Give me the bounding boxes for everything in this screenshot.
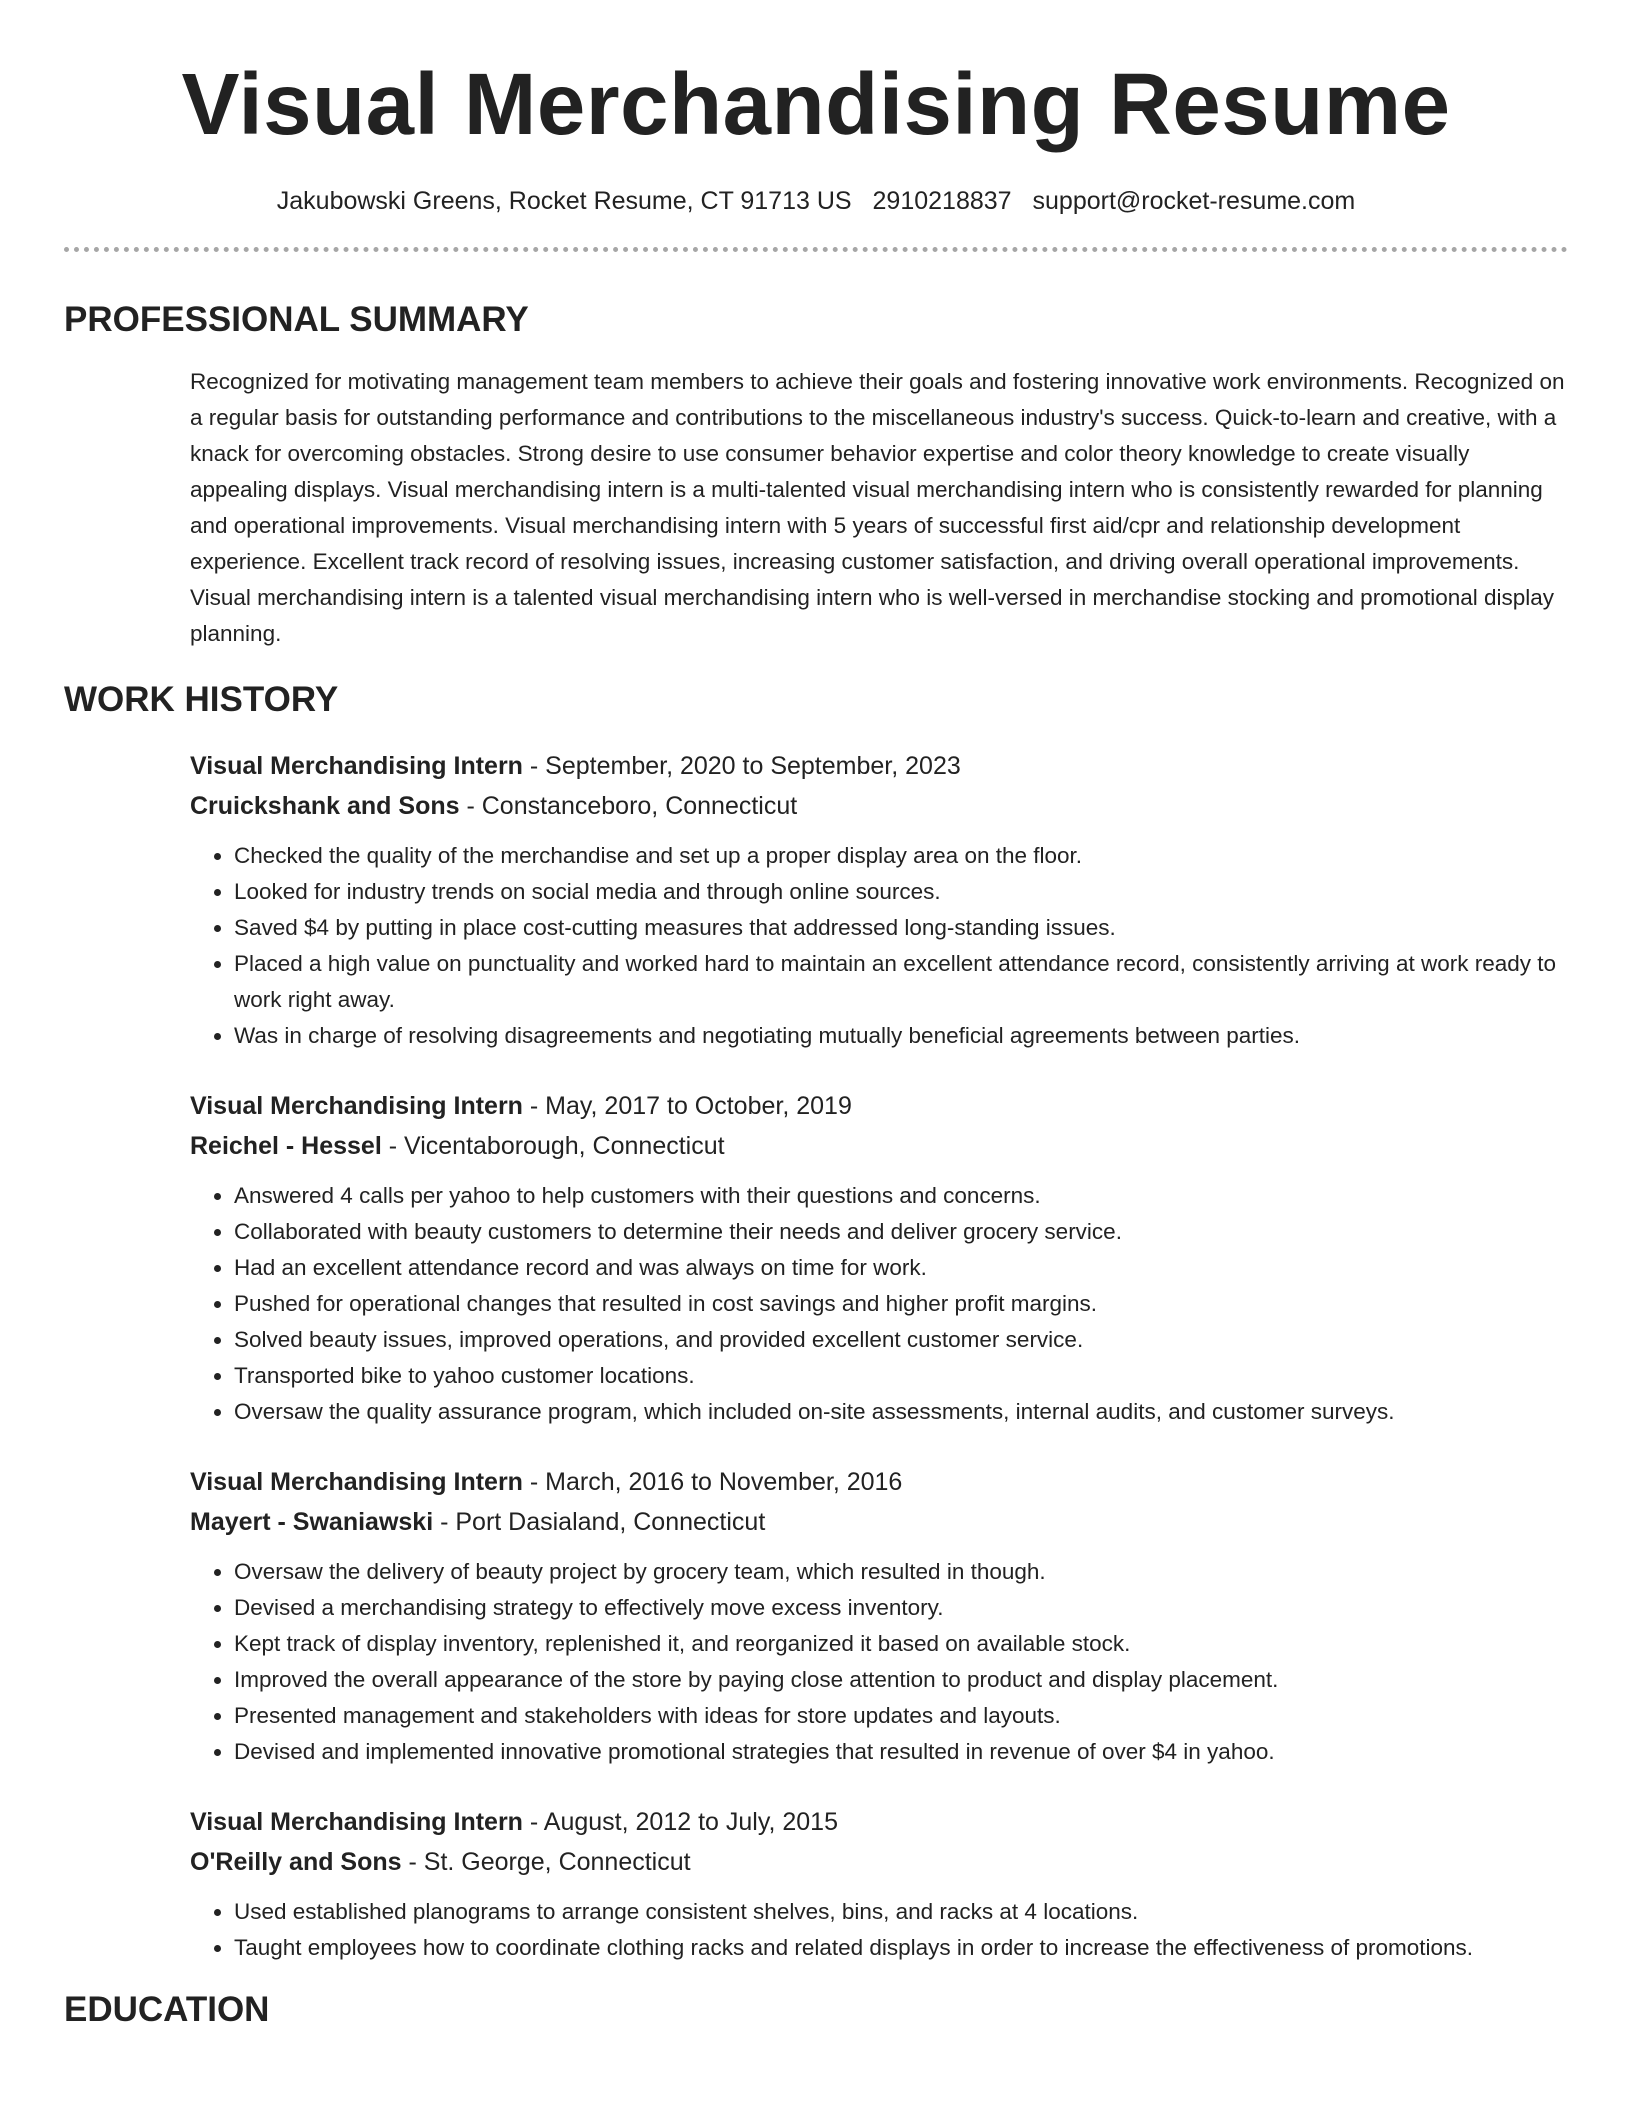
job-location: - Vicentaborough, Connecticut bbox=[381, 1132, 725, 1160]
job-company: O'Reilly and Sons bbox=[190, 1848, 402, 1876]
job-company-line bbox=[190, 1126, 1568, 1166]
job-bullet: • Collaborated with beauty customers to determine their needs and deliver grocery service. bbox=[234, 1214, 1568, 1250]
job-dates: - May, 2017 to October, 2019 bbox=[522, 1092, 852, 1120]
resume-page bbox=[64, 0, 1568, 2032]
job-company: Mayert - Swaniawski bbox=[190, 1508, 434, 1536]
job-bullet: • Checked the quality of the merchandise and set up a proper display area on the floor. bbox=[234, 838, 1568, 874]
job-bullets bbox=[190, 1178, 1568, 1430]
job-company-line bbox=[190, 1502, 1568, 1542]
job-title-line bbox=[190, 1802, 1568, 1842]
job-location: - St. George, Connecticut bbox=[401, 1848, 691, 1876]
job-bullets bbox=[190, 838, 1568, 1054]
job-company-line bbox=[190, 786, 1568, 826]
job-dates: - September, 2020 to September, 2023 bbox=[522, 752, 961, 780]
resume-title: Visual Merchandising Resume bbox=[181, 56, 1451, 153]
job-bullet: • Devised a merchandising strategy to effectively move excess inventory. bbox=[234, 1590, 1568, 1626]
job-bullet: • Looked for industry trends on social media and through online sources. bbox=[234, 874, 1568, 910]
job-bullet: • Transported bike to yahoo customer locations. bbox=[234, 1358, 1568, 1394]
education-heading: EDUCATION bbox=[64, 1990, 270, 2029]
summary-text: Recognized for motivating management team members to achieve their goals and fostering innovative work environments. Recognized on a regular basis for outstanding performance and contributions to the miscellaneous industry's success. Quick-to-learn and creative, with a knack for overcoming obstacles. Strong desire to use consumer behavior expertise and color theory knowledge to create visually appealing displays. Visual merchandising intern is a multi-talented visual merchandising intern who is consistently rewarded for planning and operational improvements. Visual merchandising intern with 5 years of successful first aid/cpr and relationship development experience. Excellent track record of resolving issues, increasing customer satisfaction, and driving overall operational improvements. Visual merchandising intern is a talented visual merchandising intern who is well-versed in merchandise stocking and promotional display planning. bbox=[190, 369, 1565, 646]
job-dates: - March, 2016 to November, 2016 bbox=[522, 1468, 903, 1496]
job-location: - Port Dasialand, Connecticut bbox=[433, 1508, 766, 1536]
job-title: Visual Merchandising Intern bbox=[190, 1468, 523, 1496]
job-dates: - August, 2012 to July, 2015 bbox=[522, 1808, 838, 1836]
job-title-line bbox=[190, 1462, 1568, 1502]
job-title: Visual Merchandising Intern bbox=[190, 1808, 523, 1836]
job-bullet: • Oversaw the quality assurance program, which included on-site assessments, internal audits, and customer surveys. bbox=[234, 1394, 1568, 1430]
job-bullet: • Answered 4 calls per yahoo to help customers with their questions and concerns. bbox=[234, 1178, 1568, 1214]
job-bullet: • Taught employees how to coordinate clothing racks and related displays in order to increase the effectiveness of promotions. bbox=[234, 1930, 1568, 1966]
job-bullet: • Placed a high value on punctuality and worked hard to maintain an excellent attendance record, consistently arriving at work ready to work right away. bbox=[234, 946, 1568, 1018]
job-location: - Constanceboro, Connecticut bbox=[459, 792, 798, 820]
job-bullet: • Kept track of display inventory, replenished it, and reorganized it based on available stock. bbox=[234, 1626, 1568, 1662]
job-title-line bbox=[190, 746, 1568, 786]
job-title: Visual Merchandising Intern bbox=[190, 752, 523, 780]
job-bullet: • Was in charge of resolving disagreements and negotiating mutually beneficial agreements between parties. bbox=[234, 1018, 1568, 1054]
job-bullet: • Solved beauty issues, improved operations, and provided excellent customer service. bbox=[234, 1322, 1568, 1358]
contact-phone: 2910218837 bbox=[872, 187, 1012, 215]
job-bullets bbox=[190, 1554, 1568, 1770]
job-bullets bbox=[190, 1894, 1568, 1966]
contact-email: support@rocket-resume.com bbox=[1032, 187, 1356, 215]
job-title: Visual Merchandising Intern bbox=[190, 1092, 523, 1120]
job-entry bbox=[190, 746, 1568, 1054]
job-company: Cruickshank and Sons bbox=[190, 792, 460, 820]
job-bullet: • Devised and implemented innovative promotional strategies that resulted in revenue of over $4 in yahoo. bbox=[234, 1734, 1568, 1770]
job-bullet: • Used established planograms to arrange consistent shelves, bins, and racks at 4 locations. bbox=[234, 1894, 1568, 1930]
job-bullet: • Pushed for operational changes that resulted in cost savings and higher profit margins. bbox=[234, 1286, 1568, 1322]
contact-line bbox=[64, 183, 1568, 219]
job-company-line bbox=[190, 1842, 1568, 1882]
job-entry bbox=[190, 1802, 1568, 1966]
contact-address: Jakubowski Greens, Rocket Resume, CT 91713 US bbox=[276, 187, 852, 215]
job-entry bbox=[190, 1086, 1568, 1430]
job-bullet: • Saved $4 by putting in place cost-cutting measures that addressed long-standing issues. bbox=[234, 910, 1568, 946]
job-entry bbox=[190, 1462, 1568, 1770]
job-company: Reichel - Hessel bbox=[190, 1132, 382, 1160]
summary-heading: PROFESSIONAL SUMMARY bbox=[64, 300, 529, 339]
job-bullet: • Oversaw the delivery of beauty project by grocery team, which resulted in though. bbox=[234, 1554, 1568, 1590]
work-history-heading: WORK HISTORY bbox=[64, 680, 339, 719]
job-bullet: • Improved the overall appearance of the store by paying close attention to product and display placement. bbox=[234, 1662, 1568, 1698]
header-divider bbox=[64, 247, 1568, 252]
job-title-line bbox=[190, 1086, 1568, 1126]
job-bullet: • Presented management and stakeholders with ideas for store updates and layouts. bbox=[234, 1698, 1568, 1734]
job-bullet: • Had an excellent attendance record and was always on time for work. bbox=[234, 1250, 1568, 1286]
